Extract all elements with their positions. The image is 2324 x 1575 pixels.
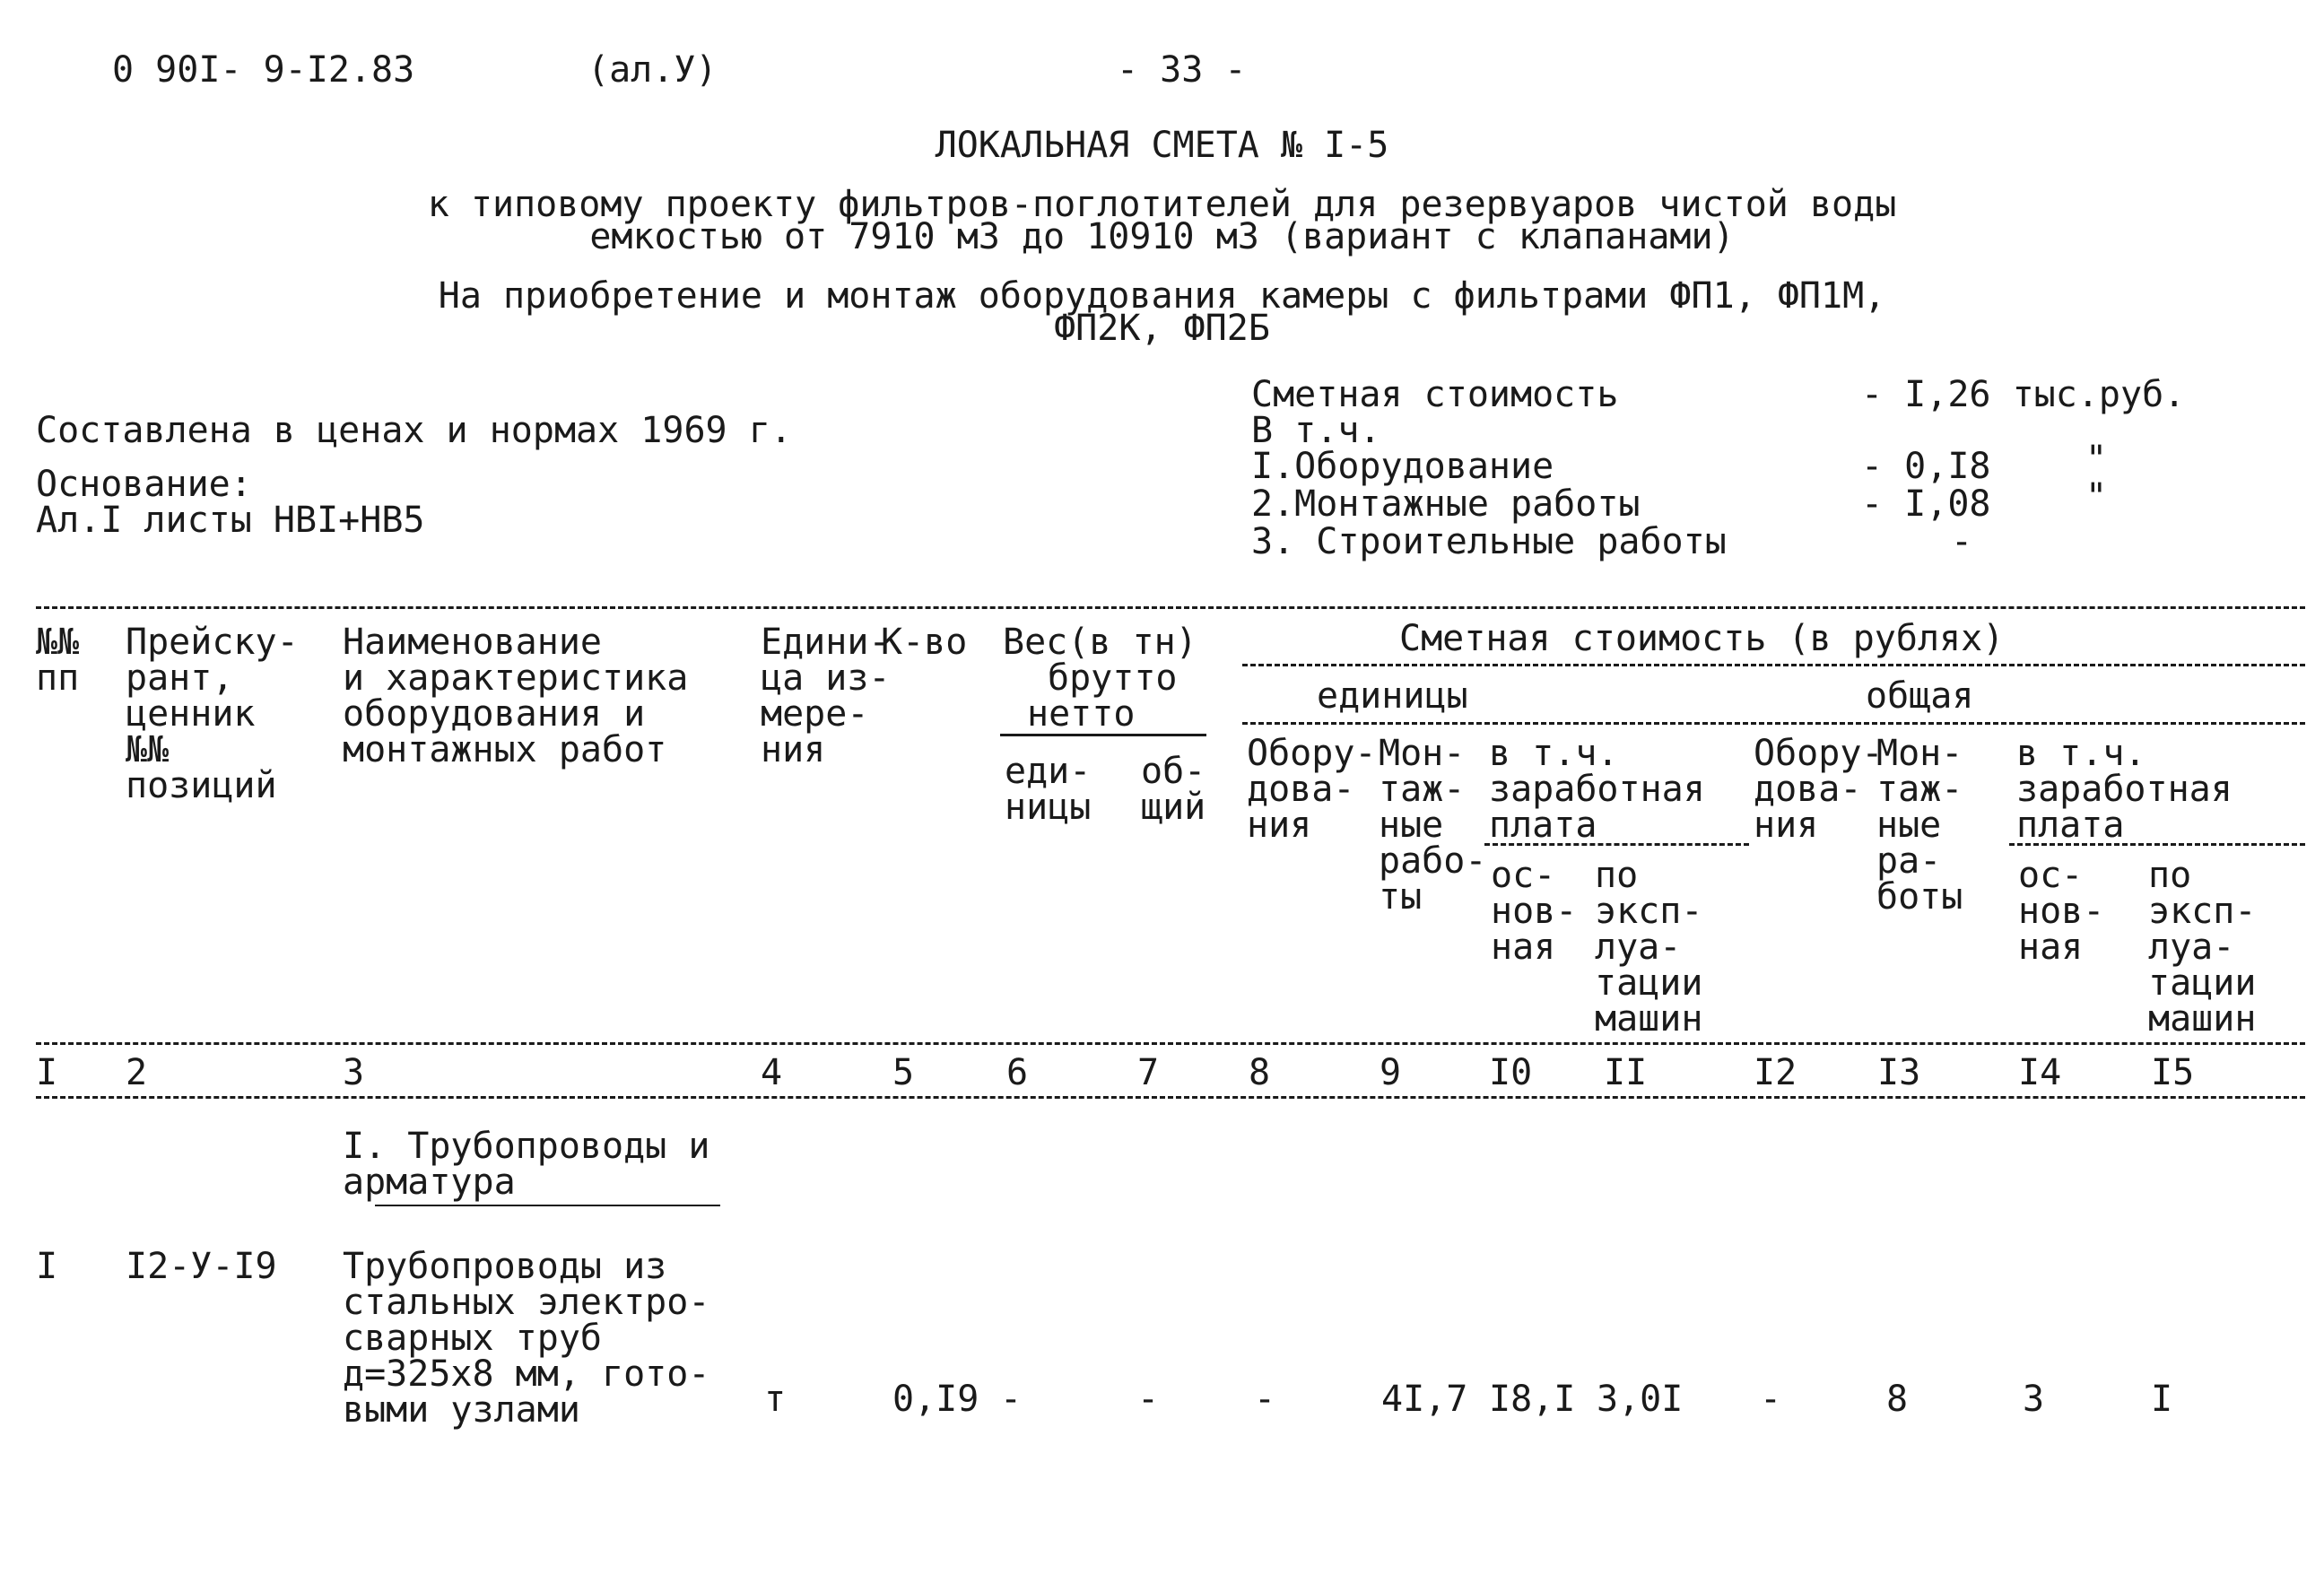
column-number: I4 — [2018, 1052, 2062, 1093]
estimated-cost-label: Сметная стоимость — [1251, 374, 1619, 415]
row-wage-machines-total: I — [2151, 1379, 2173, 1420]
header-equipment-unit: Обору- дова- ния — [1247, 733, 1377, 846]
column-numbers-rule — [36, 1096, 2305, 1099]
row-mounting-unit: 4I,7 — [1381, 1379, 1468, 1420]
basis-value: Ал.I листы НВI+НВ5 — [36, 500, 425, 541]
column-number: 7 — [1137, 1052, 1160, 1093]
cost-item-equipment-value: - 0,I8 — [1861, 446, 1991, 487]
column-number: II — [1604, 1052, 1648, 1093]
header-netto: нетто — [1027, 693, 1136, 735]
column-number: 9 — [1380, 1052, 1402, 1093]
row-weight-unit: - — [1000, 1379, 1023, 1420]
row-wage-base-unit: I8,I — [1489, 1379, 1576, 1420]
row-unit: т — [764, 1379, 787, 1420]
header-mounting-unit: Мон- таж- ные рабо- ты — [1379, 733, 1487, 918]
header-name: Наименование и характеристика оборудования и монтажных работ — [343, 622, 689, 770]
header-brutto: брутто — [1048, 657, 1178, 699]
row-wage-machines-unit: 3,0I — [1597, 1379, 1684, 1420]
header-wage-machines-unit: по эксп- луа- тации машин — [1595, 855, 1703, 1040]
cost-item-mounting-label: 2.Монтажные работы — [1251, 483, 1641, 525]
including-label: В т.ч. — [1251, 410, 1381, 451]
header-bottom-rule — [36, 1042, 2305, 1045]
ditto-mark: " — [2085, 476, 2108, 518]
header-wage-base-total: ос- нов- ная — [2018, 855, 2105, 968]
basis-label: Основание: — [36, 464, 252, 505]
ditto-mark: " — [2085, 439, 2108, 480]
column-number: 8 — [1249, 1052, 1271, 1093]
cost-header-rule — [1242, 664, 2305, 666]
section-underline — [375, 1205, 720, 1206]
column-number: I2 — [1754, 1052, 1797, 1093]
row-equipment-total: - — [1760, 1379, 1782, 1420]
album-label: (ал.У) — [588, 49, 718, 91]
header-weight-total: об- щий — [1141, 751, 1206, 828]
column-number: 4 — [761, 1052, 783, 1093]
header-wage-machines-total: по эксп- луа- тации машин — [2148, 855, 2257, 1040]
column-number: 2 — [126, 1052, 148, 1093]
page-number: - 33 - — [1117, 49, 1247, 91]
title-line-project: к типовому проекту фильтров-поглотителей для резервуаров чистой воды — [427, 184, 1897, 225]
column-number: 3 — [343, 1052, 365, 1093]
header-weight: Вес(в тн) — [1003, 622, 1197, 663]
header-price-list: Прейску- рант, ценник №№ позиций — [126, 622, 299, 806]
table-top-rule — [36, 606, 2305, 609]
document-title: ЛОКАЛЬНАЯ СМЕТА № I-5 — [935, 125, 1389, 166]
column-number: I — [36, 1052, 58, 1093]
row-weight-total: - — [1137, 1379, 1160, 1420]
title-line-capacity: емкостью от 7910 м3 до 10910 м3 (вариант с клапанами) — [589, 216, 1735, 257]
row-quantity: 0,I9 — [892, 1379, 979, 1420]
row-wage-base-total: 3 — [2023, 1379, 2045, 1420]
header-equipment-total: Обору- дова- ния — [1754, 733, 1884, 846]
header-estimated-cost: Сметная стоимость (в рублях) — [1399, 618, 2005, 659]
row-equipment-unit: - — [1254, 1379, 1276, 1420]
cost-item-equipment-label: I.Оборудование — [1251, 446, 1554, 487]
header-total-cost: общая — [1866, 675, 1974, 717]
header-wage-total: в т.ч. заработная плата — [2016, 733, 2233, 846]
estimated-cost-value: - I,26 тыс.руб. — [1861, 374, 2186, 415]
header-unit-cost: единицы — [1317, 675, 1468, 717]
column-number: 5 — [892, 1052, 915, 1093]
title-line-filters: ФП2К, ФП2Б — [1054, 308, 1270, 349]
column-number: I3 — [1877, 1052, 1921, 1093]
column-number: 6 — [1006, 1052, 1029, 1093]
header-wage-base-unit: ос- нов- ная — [1491, 855, 1578, 968]
cost-item-construction-label: 3. Строительные работы — [1251, 521, 1727, 562]
unit-total-rule — [1242, 722, 2305, 725]
column-number: I5 — [2151, 1052, 2195, 1093]
header-mounting-total: Мон- таж- ные ра- боты — [1876, 733, 1963, 918]
row-price-list-code: I2-У-I9 — [126, 1246, 277, 1287]
cost-item-mounting-value: - I,08 — [1861, 483, 1991, 525]
header-weight-unit: еди- ницы — [1005, 751, 1092, 828]
header-wage-unit: в т.ч. заработная плата — [1489, 733, 1705, 846]
title-line-purpose: На приобретение и монтаж оборудования камеры с фильтрами ФП1, ФП1М, — [438, 275, 1886, 317]
document-code: 0 90I- 9-I2.83 — [112, 49, 415, 91]
prices-basis-text: Составлена в ценах и нормах 1969 г. — [36, 410, 792, 451]
column-number: I0 — [1489, 1052, 1533, 1093]
row-mounting-total: 8 — [1886, 1379, 1909, 1420]
cost-item-construction-value: - — [1951, 521, 1973, 562]
header-unit: Едини- ца из- мере- ния — [761, 622, 891, 770]
row-number: I — [36, 1246, 58, 1287]
header-row-number: №№ пп — [36, 622, 80, 699]
section-heading: I. Трубопроводы и арматура — [343, 1126, 710, 1203]
row-name: Трубопроводы из стальных электро- сварных труб д=325х8 мм, гото- выми узлами — [343, 1246, 710, 1431]
header-quantity: К-во — [881, 622, 968, 663]
